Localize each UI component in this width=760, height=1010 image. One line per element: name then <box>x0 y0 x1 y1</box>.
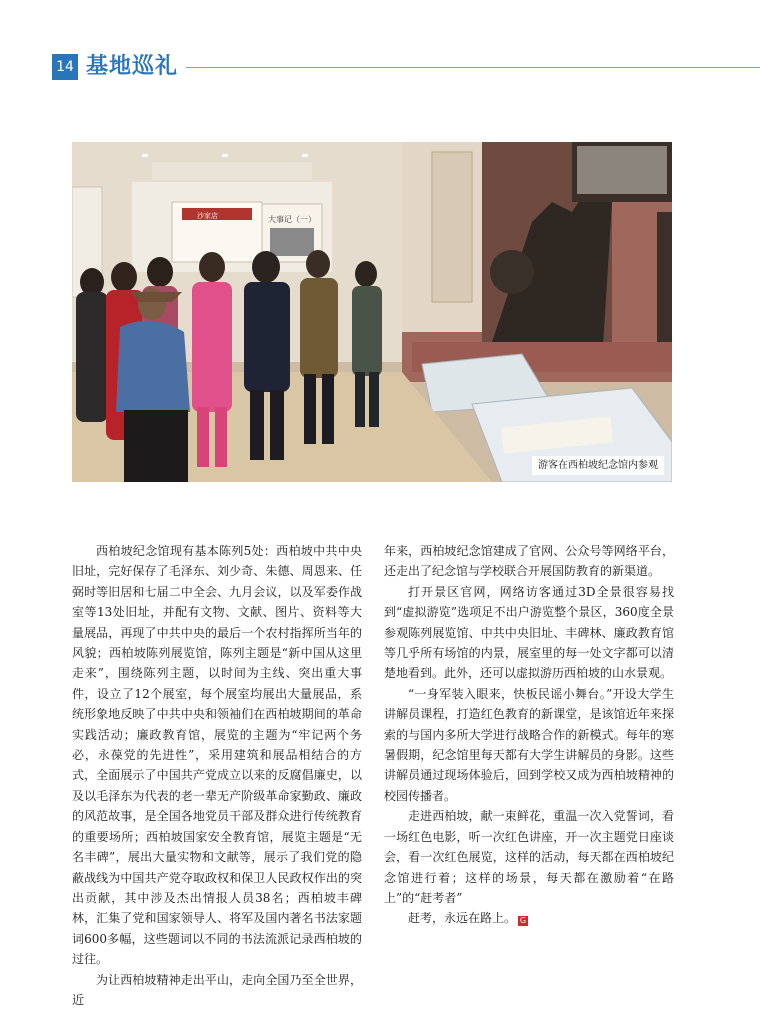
page-header <box>0 52 760 84</box>
photo-caption: 游客在西柏坡纪念馆内参观 <box>532 456 664 475</box>
museum-photo <box>72 142 672 482</box>
header-rule <box>186 67 760 68</box>
paragraph: 西柏坡纪念馆现有基本陈列5处：西柏坡中共中央旧址，完好保存了毛泽东、刘少奇、朱德、周恩来、任弼时等旧居和七届二中全会、九月会议，以及军委作战室等13处旧址，并配有文物、文献、图片、资料等大量展品，再现了中共中央的最后一个农村指挥所当年的风貌；西柏坡陈列展览馆，陈列主题是“新中国从这里走来”，围绕陈列主题，以时间为主线、突出重大事件，设立了12个展室，每个展室均展出大量展品，系统形象地反映了中共中央和领袖们在西柏坡期间的革命实践活动；廉政教育馆，展览的主题为“牢记两个务必，永葆党的先进性”，采用建筑和展品相结合的方式，全面展示了中国共产党成立以来的反腐倡廉史，以及以毛泽东为代表的老一辈无产阶级革命家勤政、廉政的风范故事，是全国各地党员干部及群众进行传统教育的重要场所；西柏坡国家安全教育馆，展览主题是“无名丰碑”，展出大量实物和文献等，展示了我们党的隐蔽战线为中国共产党夺取政权和保卫人民政权作出的突出贡献，其中涉及杰出情报人员38名；西柏坡丰碑林，汇集了党和国家领导人、将军及国内著名书法家题词600多幅，这些题词以不同的书法流派记录西柏坡的过往。 <box>72 544 362 967</box>
paragraph: 为让西柏坡精神走出平山，走向全国乃至全世界，近 <box>72 972 362 1007</box>
end-mark-icon: G <box>519 916 527 926</box>
svg-text:沙家店: 沙家店 <box>197 212 218 220</box>
page-number: 14 <box>52 54 78 80</box>
article-left-column <box>72 541 362 1010</box>
closing-sentence: 赶考，永远在路上。 <box>408 911 517 926</box>
article-right-column <box>384 541 674 929</box>
svg-text:大事记（一）: 大事记（一） <box>268 215 316 224</box>
paragraph: 打开景区官网，网络访客通过3D全景很容易找到“虚拟游览”选项足不出户游览整个景区，360度全景参观陈列展览馆、中共中央旧址、丰碑林、廉政教育馆等几乎所有场馆的内景，展室里的每一处文字都可以清楚地看到。此外，还可以虚拟游历西柏坡的山水景观。 <box>384 584 674 681</box>
paragraph: “一身军装入眼来，快板民谣小舞台。”开设大学生讲解员课程，打造红色教育的新课堂，是该馆近年来探索的与国内多所大学进行战略合作的新模式。每年的寒暑假期，纪念馆里每天都有大学生讲解员的身影。这些讲解员通过现场体验后，回到学校又成为西柏坡精神的校园传播者。 <box>384 686 674 803</box>
paragraph: 走进西柏坡，献一束鲜花，重温一次入党誓词，看一场红色电影，听一次红色讲座，开一次主题党日座谈会，看一次红色展览，这样的活动，每天都在西柏坡纪念馆进行着；这样的场景，每天都在激励着“在路上”的“赶考者” <box>384 809 674 905</box>
paragraph-continuation: 年来，西柏坡纪念馆建成了官网、公众号等网络平台，还走出了纪念馆与学校联合开展国防教育的新渠道。 <box>384 544 674 579</box>
section-title: 基地巡礼 <box>86 54 179 79</box>
closing-paragraph <box>384 908 674 928</box>
museum-visitors-illustration <box>72 142 672 482</box>
